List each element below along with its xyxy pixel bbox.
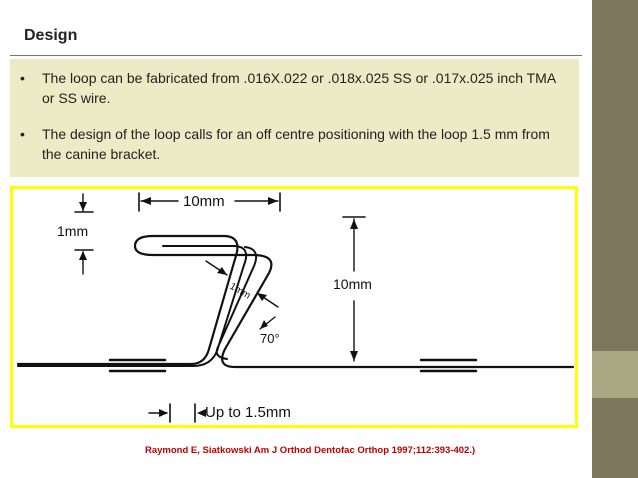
bullet-item (20, 68, 571, 108)
citation: Raymond E, Siatkowski Am J Orthod Dentofac Orthop 1997;112:393-402.) (145, 445, 476, 456)
gap-arrow-left (217, 267, 227, 275)
offset-arrow-left (159, 409, 168, 417)
loopheight-arrow-bottom (79, 251, 87, 260)
label-height: 10mm (333, 276, 372, 292)
bullet-list (10, 59, 579, 164)
gap-arrow-right (257, 293, 267, 301)
label-angle: 70° (260, 331, 280, 346)
bullet-panel (10, 59, 579, 177)
loop-diagram-frame (10, 186, 578, 428)
loop-diagram (13, 189, 575, 425)
width-arrow-left (141, 197, 151, 205)
archwire-outer (18, 236, 573, 367)
label-offset: Up to 1.5mm (205, 404, 291, 421)
bullet-text: The loop can be fabricated from .016X.022 or .018x.025 SS or .017x.025 inch TMA or SS wire. (42, 70, 556, 106)
label-width: 10mm (183, 193, 225, 210)
decorative-sidebar (592, 0, 638, 478)
loopheight-arrow-top (79, 202, 87, 211)
bullet-text: The design of the loop calls for an off centre positioning with the loop 1.5 mm from the canine bracket. (42, 126, 550, 162)
angle-arrow (260, 320, 268, 329)
label-loop-height: 1mm (57, 223, 89, 239)
slide-title: Design (24, 27, 78, 44)
sidebar-band-bottom (592, 398, 638, 478)
bullet-item (20, 124, 571, 164)
label-wire-gap: 1mm (227, 281, 253, 302)
height-arrow-top (350, 219, 358, 229)
bullet-dot: • (20, 70, 25, 86)
width-arrow-right (268, 197, 278, 205)
bullet-dot: • (20, 126, 25, 142)
height-arrow-bottom (350, 351, 358, 361)
sidebar-band-top (592, 0, 638, 351)
title-divider (10, 55, 582, 56)
sidebar-band-accent (592, 351, 638, 398)
